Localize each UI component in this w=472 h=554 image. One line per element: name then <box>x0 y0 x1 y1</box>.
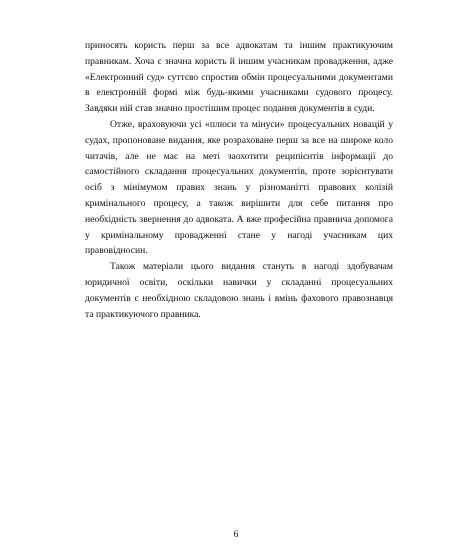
body-text <box>85 38 393 322</box>
paragraph-summary: Отже, враховуючи усі «плюси та мінуси» процесуальних новацій у судах, пропоноване видання, яке розраховане перш за все на широке коло читачів, але не має на меті заохотити реципієнтів інформації до самостійного складання процесуальних документів, проте зорієнтувати осіб з мінімумом правих знань у різноманітті правових колізій кримінального процесу, а також вирішити для себе питання про необхідність звернення до адвоката. А вже професійна правнича допомога у кримінальному провадженні стане у нагоді учасникам цих правовідносин. <box>85 118 393 257</box>
page-number: 6 <box>233 529 239 540</box>
paragraph-continuation: приносять користь перш за все адвокатам та іншим практикуючим правникам. Хоча є значна користь й іншим учасникам провадження, адже «Електронний суд» суттєво спростив обмін процесуальними документами в електронній формі між будь-якими учасниками судового процесу. Завдяки ній став значно простішим процес подання документів в суди. <box>85 40 393 115</box>
paragraph-audience: Також матеріали цього видання стануть в нагоді здобувачам юридичної освіти, оскільки навички у складанні процесуальних документів є необхідною складовою знань і вмінь фахового правознавця та практикуючого правника. <box>85 261 393 320</box>
